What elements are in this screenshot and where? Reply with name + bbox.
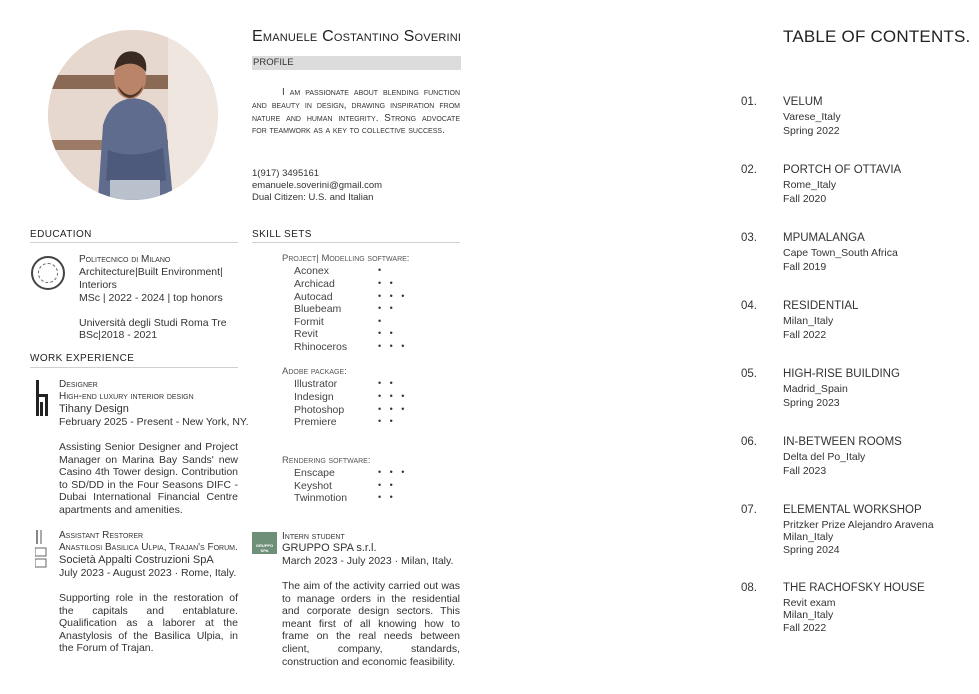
tihany-logo-icon — [34, 380, 50, 416]
restorer-logo-icon — [35, 530, 47, 570]
toc-number: 07. — [741, 504, 757, 516]
toc-item-date: Fall 2022 — [783, 622, 827, 634]
skill-level: • • — [378, 378, 396, 388]
toc-item-date: Spring 2022 — [783, 125, 840, 137]
profile-section-label: PROFILE — [252, 56, 461, 70]
work-company-1: Tihany Design — [59, 403, 129, 415]
gruppo-spa-logo-text: GRUPPO SPA — [255, 543, 274, 553]
skill-level: • • — [378, 278, 396, 288]
skill-name: Photoshop — [294, 404, 345, 416]
toc-item-title[interactable]: RESIDENTIAL — [783, 300, 859, 312]
skills-divider — [252, 242, 460, 243]
skill-name: Premiere — [294, 416, 337, 428]
toc-item-subtitle: Revit exam — [783, 597, 836, 609]
toc-item-location: Cape Town_South Africa — [783, 247, 898, 259]
toc-item-location: Varese_Italy — [783, 111, 841, 123]
toc-item-date: Spring 2024 — [783, 544, 840, 556]
work-role-3: Intern student — [282, 531, 345, 542]
skill-group-heading-3: Rendering software: — [282, 455, 371, 466]
work-dates-1: February 2025 - Present - New York, NY. — [59, 416, 249, 428]
skill-name: Keyshot — [294, 480, 332, 492]
toc-item-location: Delta del Po_Italy — [783, 451, 866, 463]
skill-name: Bluebeam — [294, 303, 342, 315]
toc-item-title[interactable]: THE RACHOFSKY HOUSE — [783, 582, 925, 594]
toc-item-date: Fall 2023 — [783, 465, 827, 477]
toc-item-title[interactable]: PORTCH OF OTTAVIA — [783, 164, 902, 176]
toc-item-date: Fall 2022 — [783, 329, 827, 341]
skill-level: • — [378, 265, 385, 275]
profile-photo — [48, 30, 218, 200]
skill-name: Illustrator — [294, 378, 338, 390]
work-role-1: Designer — [59, 379, 98, 390]
education-school-2: Università degli Studi Roma Tre — [79, 317, 227, 329]
toc-title: TABLE OF CONTENTS. — [783, 27, 971, 46]
contact-email[interactable]: emanuele.soverini@gmail.com — [252, 180, 383, 191]
toc-item-subtitle: Pritzker Prize Alejandro Aravena — [783, 519, 934, 531]
politecnico-seal-logo — [31, 256, 65, 290]
work-desc-1: Assisting Senior Designer and Project Manager on Marina Bay Sands' new Casino 4th Tower design. Contribution to SD/DD in the Four Seasons DIFC - Dubai International Financial Centre apartments and amenities. — [59, 441, 238, 516]
toc-number: 06. — [741, 436, 757, 448]
skill-name: Revit — [294, 328, 318, 340]
toc-number: 04. — [741, 300, 757, 312]
toc-item-title[interactable]: MPUMALANGA — [783, 232, 865, 244]
skill-level: • • — [378, 480, 396, 490]
skill-level: • • — [378, 303, 396, 313]
toc-number: 03. — [741, 232, 757, 244]
skill-group-heading-1: Project| Modelling software: — [282, 253, 410, 264]
toc-number: 01. — [741, 96, 757, 108]
work-divider — [30, 367, 238, 368]
toc-item-title[interactable]: HIGH-RISE BUILDING — [783, 368, 900, 380]
skill-group-heading-2: Adobe package: — [282, 366, 347, 377]
skill-name: Twinmotion — [294, 492, 348, 504]
skill-name: Indesign — [294, 391, 334, 403]
toc-item-location: Milan_Italy — [783, 609, 834, 621]
work-desc-3: The aim of the activity carried out was to manage orders in the residential and corporate design sectors. This meant first of all knowing how to frame on the real needs between client, company, standards, construction and economic feasibility. — [282, 580, 460, 668]
work-dates-3: March 2023 - July 2023 · Milan, Italy. — [282, 555, 454, 567]
profile-text: I am passionate about blending function and beauty in design, drawing inspiration from nature and human integrity. Strong advocate for teamwork as a key to collective success. — [252, 87, 460, 137]
portrait-illustration — [48, 30, 218, 200]
skill-level: • • • — [378, 341, 408, 351]
toc-item-date: Spring 2023 — [783, 397, 840, 409]
work-role-2: Assistant Restorer — [59, 530, 144, 541]
skill-level: • • • — [378, 404, 408, 414]
education-degree-2: BSc|2018 - 2021 — [79, 329, 158, 341]
skill-name: Formit — [294, 316, 324, 328]
skill-level: • • — [378, 328, 396, 338]
skill-name: Enscape — [294, 467, 335, 479]
work-sub-2: Anastilosi Basilica Ulpia, Trajan's Forum. — [59, 542, 238, 553]
skill-name: Archicad — [294, 278, 335, 290]
toc-item-location: Milan_Italy — [783, 315, 834, 327]
work-dates-2: July 2023 - August 2023 · Rome, Italy. — [59, 567, 237, 579]
skill-level: • • • — [378, 291, 408, 301]
skill-level: • • — [378, 492, 396, 502]
skill-name: Aconex — [294, 265, 330, 277]
toc-item-title[interactable]: VELUM — [783, 96, 823, 108]
education-title: EDUCATION — [30, 229, 92, 240]
skill-level: • • — [378, 416, 396, 426]
education-degree-1: MSc | 2022 - 2024 | top honors — [79, 292, 223, 304]
work-sub-1: High-end luxury interior design — [59, 391, 194, 402]
contact-citizenship: Dual Citizen: U.S. and Italian — [252, 192, 374, 203]
toc-item-date: Fall 2020 — [783, 193, 827, 205]
toc-item-location: Milan_Italy — [783, 531, 834, 543]
skill-level: • — [378, 316, 385, 326]
toc-number: 05. — [741, 368, 757, 380]
work-company-2: Società Appalti Costruzioni SpA — [59, 554, 214, 566]
education-school-1: Politecnico di Milano — [79, 254, 171, 265]
toc-item-title[interactable]: IN-BETWEEN ROOMS — [783, 436, 902, 448]
skill-level: • • • — [378, 467, 408, 477]
toc-item-location: Madrid_Spain — [783, 383, 848, 395]
skill-level: • • • — [378, 391, 408, 401]
skills-title: SKILL SETS — [252, 229, 312, 240]
person-name: Emanuele Costantino Soverini — [252, 28, 462, 45]
education-program-1b: Interiors — [79, 279, 117, 291]
education-program-1: Architecture|Built Environment| — [79, 266, 223, 278]
toc-item-title[interactable]: ELEMENTAL WORKSHOP — [783, 504, 922, 516]
toc-item-date: Fall 2019 — [783, 261, 827, 273]
skill-name: Autocad — [294, 291, 333, 303]
toc-number: 08. — [741, 582, 757, 594]
contact-phone: 1(917) 3495161 — [252, 168, 320, 179]
toc-item-location: Rome_Italy — [783, 179, 837, 191]
work-company-3: GRUPPO SPA s.r.l. — [282, 542, 377, 554]
toc-number: 02. — [741, 164, 757, 176]
skill-name: Rhinoceros — [294, 341, 348, 353]
work-desc-2: Supporting role in the restoration of the capitals and entablature. Qualification as a laborer at the Anastylosis of the Basilica Ulpia, in the Forum of Trajan. — [59, 592, 238, 655]
education-divider — [30, 242, 238, 243]
gruppo-spa-logo — [252, 532, 277, 554]
work-title: WORK EXPERIENCE — [30, 353, 135, 364]
